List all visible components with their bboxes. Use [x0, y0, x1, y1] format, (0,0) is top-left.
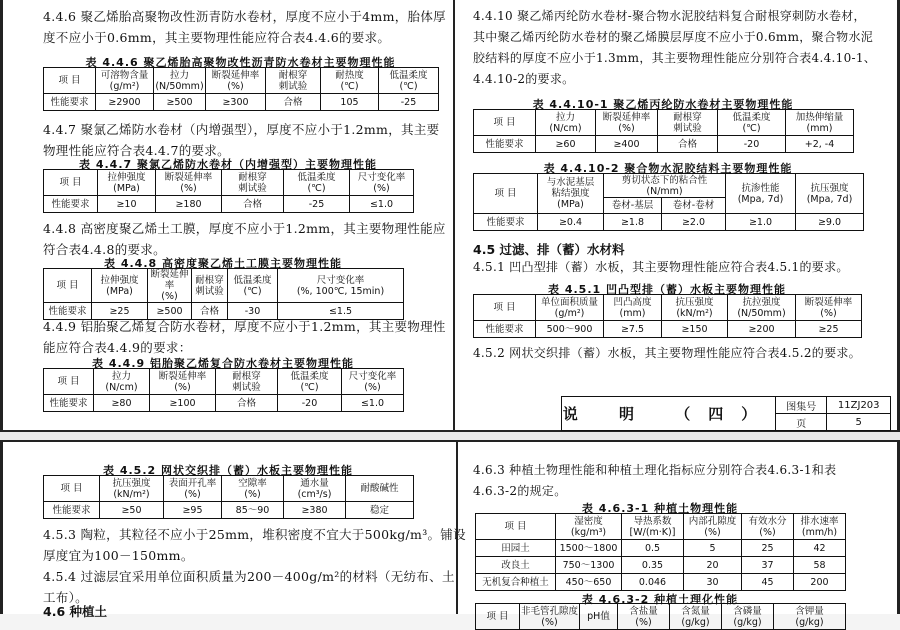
table-4-4-7-caption: 表 4.4.7 聚氯乙烯防水卷材（内增强型）主要物理性能 — [79, 158, 377, 171]
td: ≥50 — [100, 502, 164, 519]
th: 项 目 — [474, 295, 536, 321]
th: 抗压强度 (Mpa, 7d) — [796, 174, 864, 214]
atlas-number: 11ZJ203 — [827, 397, 891, 414]
th: 有效水分 (%) — [742, 514, 794, 540]
td: 性能要求 — [474, 321, 536, 338]
th: 项 目 — [44, 369, 94, 395]
para-4-5-1: 4.5.1 凹凸型排（蓄）水板，其主要物理性能应符合表4.5.1的要求。 — [473, 260, 849, 274]
th: 卷材-卷材 — [662, 198, 726, 214]
td: -30 — [228, 303, 278, 320]
th: 拉伸强度 (MPa) — [92, 269, 148, 303]
td: ≥1.8 — [604, 214, 662, 231]
th: 湿密度 (kg/m³) — [556, 514, 622, 540]
td: 稳定 — [346, 502, 414, 519]
td: ≥500 — [148, 303, 192, 320]
td: 田园土 — [476, 540, 556, 557]
column-divider — [453, 0, 455, 430]
section-4-6: 4.6 种植土 — [43, 604, 107, 619]
th: 加热伸缩量 (mm) — [786, 110, 854, 136]
td: 20 — [684, 557, 742, 574]
th: 项 目 — [44, 68, 96, 94]
table-4-6-3-1 — [475, 513, 846, 591]
para-4-4-8: 4.4.8 高密度聚乙烯土工膜，厚度不应小于1.2mm，其主要物理性能应 符合表4.4.8的要求。 — [43, 221, 446, 257]
td: +2, -4 — [786, 136, 854, 153]
td: ≤1.0 — [342, 395, 404, 412]
table-row — [476, 574, 846, 591]
para-4-6-3: 4.6.3 种植土物理性能和种植土理化指标应分别符合表4.6.3-1和表 4.6.3-2的规定。 — [473, 463, 837, 498]
table-4-4-9-caption: 表 4.4.9 铝胎聚乙烯复合防水卷材主要物理性能 — [92, 357, 354, 370]
td: ≤1.0 — [350, 196, 414, 213]
td: 性能要求 — [44, 303, 92, 320]
table-row — [476, 557, 846, 574]
th: 抗压强度 (kN/m²) — [662, 295, 728, 321]
th: 导热系数 [W/(m·K)] — [622, 514, 684, 540]
th: 尺寸变化率 (%, 100℃, 15min) — [278, 269, 404, 303]
table-4-5-2 — [43, 475, 414, 519]
td: 500～900 — [536, 321, 604, 338]
th: 非毛管孔隙度 (%) — [521, 605, 579, 628]
table-4-4-10-1 — [473, 109, 854, 153]
td: 85～90 — [222, 502, 284, 519]
page-label: 页 — [775, 414, 827, 431]
td: ≥400 — [596, 136, 658, 153]
th: 耐根穿 刺试验 — [266, 68, 321, 94]
td: ≥9.0 — [796, 214, 864, 231]
td: ≥150 — [662, 321, 728, 338]
para-4-5-3: 4.5.3 陶粒，其粒径不应小于25mm，堆积密度不宜大于500kg/m³。铺设 厚度宜为100－150mm。 — [43, 527, 466, 563]
td: 合格 — [216, 395, 278, 412]
th: 抗压强度 (kN/m²) — [100, 476, 164, 502]
th: 耐根穿 刺试验 — [658, 110, 718, 136]
th: 耐根穿 刺试验 — [216, 369, 278, 395]
th: 低温柔度 (℃) — [228, 269, 278, 303]
td: ≥100 — [150, 395, 216, 412]
th: 卷材-基层 — [604, 198, 662, 214]
th: 单位面积质量 (g/m²) — [536, 295, 604, 321]
table-4-6-3-2-caption: 表 4.6.3-2 种植土理化性能 — [581, 593, 739, 606]
table-4-4-9 — [43, 368, 404, 412]
td: 0.35 — [622, 557, 684, 574]
th: 项 目 — [474, 110, 536, 136]
th: 项 目 — [476, 514, 556, 540]
td: 合格 — [192, 303, 228, 320]
td: 200 — [794, 574, 846, 591]
td: ≥380 — [284, 502, 346, 519]
bottom-page — [0, 440, 900, 628]
td: ≥25 — [92, 303, 148, 320]
th: pH值 — [580, 604, 618, 630]
title-block — [561, 396, 891, 431]
td: ≥2.0 — [662, 214, 726, 231]
td: ≥200 — [728, 321, 796, 338]
th: 断裂延伸率 (%) — [796, 295, 862, 321]
td: 0.046 — [622, 574, 684, 591]
th: 排水速率 (mm/h) — [794, 514, 846, 540]
page-gap — [0, 432, 900, 440]
th: 空隙率 (%) — [222, 476, 284, 502]
page-number: 5 — [827, 414, 891, 431]
atlas-label: 图集号 — [775, 397, 827, 414]
table-4-4-8 — [43, 268, 404, 320]
th: 含钾量 (g/kg) — [774, 604, 846, 630]
th: 通水量 (cm³/s) — [284, 476, 346, 502]
table-4-4-10-2 — [473, 173, 864, 231]
td: -25 — [379, 94, 439, 111]
th: 项 目 — [44, 476, 100, 502]
td: ≥1.0 — [726, 214, 796, 231]
td: 45 — [742, 574, 794, 591]
section-4-5: 4.5 过滤、排（蓄）水材料 — [473, 242, 625, 257]
th: 拉力 (N/50mm) — [155, 69, 204, 92]
th: 低温柔度 (℃) — [379, 68, 439, 94]
td: 0.5 — [622, 540, 684, 557]
td: ≥95 — [164, 502, 222, 519]
td: ≤1.5 — [278, 303, 404, 320]
td: ≥0.4 — [538, 214, 604, 231]
th: 断裂延伸率 (%) — [150, 369, 216, 395]
th: 项 目 — [44, 269, 92, 303]
para-4-4-7: 4.4.7 聚氯乙烯防水卷材（内增强型），厚度不应小于1.2mm，其主要 物理性能应符合表4.4.7的要求。 — [43, 122, 440, 158]
td: -25 — [284, 196, 350, 213]
td: ≥500 — [154, 94, 206, 111]
td: ≥80 — [94, 395, 150, 412]
td: 1500～1800 — [556, 540, 622, 557]
td: 750～1300 — [556, 557, 622, 574]
para-4-5-4: 4.5.4 过滤层宜采用单位面积质量为200－400g/m²的材料（无纺布、土 工布）。 — [43, 569, 455, 605]
td: 450～650 — [556, 574, 622, 591]
td: 性能要求 — [474, 136, 536, 153]
td: ≥300 — [206, 94, 266, 111]
table-4-6-3-2 — [475, 603, 846, 630]
th: 含磷量 (g/kg) — [722, 604, 774, 630]
table-row — [476, 540, 846, 557]
td: 105 — [321, 94, 379, 111]
th: 与水泥基层 粘结强度 (MPa) — [538, 174, 604, 214]
th: 尺寸变化率 (%) — [342, 369, 404, 395]
td: 合格 — [222, 196, 284, 213]
th: 断裂延伸率 (%) — [206, 68, 266, 94]
th: 拉力 (N/cm) — [536, 110, 596, 136]
td: 30 — [684, 574, 742, 591]
th: 含盐量 (%) — [618, 604, 670, 630]
td: 性能要求 — [44, 395, 94, 412]
td: 25 — [742, 540, 794, 557]
td: 合格 — [658, 136, 718, 153]
th: 尺寸变化率 (%) — [350, 170, 414, 196]
td: ≥25 — [796, 321, 862, 338]
td: -20 — [278, 395, 342, 412]
th: 可溶物含量 (g/m²) — [96, 68, 154, 94]
para-4-4-9: 4.4.9 铝胎聚乙烯复合防水卷材，厚度不应小于1.2mm，其主要物理性 能应符合表4.4.9的要求： — [43, 319, 446, 355]
th: 内部孔隙度 (%) — [684, 514, 742, 540]
td: ≥2900 — [96, 94, 154, 111]
th: 凹凸高度 (mm) — [604, 295, 662, 321]
td: 合格 — [266, 94, 321, 111]
th: 项 目 — [474, 174, 538, 214]
table-4-4-6 — [43, 67, 439, 111]
table-4-6-3-1-caption: 表 4.6.3-1 种植土物理性能 — [581, 502, 739, 515]
th: 剪切状态下的粘合性 (N/mm) — [604, 174, 726, 198]
td: ≥180 — [156, 196, 222, 213]
th: 断裂延伸率 (%) — [596, 110, 658, 136]
td: 42 — [794, 540, 846, 557]
td: ≥10 — [98, 196, 156, 213]
table-4-4-10-1-caption: 表 4.4.10-1 聚乙烯丙纶防水卷材主要物理性能 — [532, 98, 794, 111]
th: 耐热度 (℃) — [321, 68, 379, 94]
table-4-5-1 — [473, 294, 862, 338]
table-4-4-7 — [43, 169, 414, 213]
td: 性能要求 — [44, 196, 98, 213]
th: 拉伸强度 (MPa) — [98, 170, 156, 196]
th: 断裂延伸率 (%) — [148, 269, 192, 303]
td: 性能要求 — [44, 94, 96, 111]
td: 性能要求 — [474, 214, 538, 231]
th: 抗拉强度 (N/50mm) — [728, 295, 796, 321]
para-4-4-10: 4.4.10 聚乙烯丙纶防水卷材-聚合物水泥胶结料复合耐根穿刺防水卷材， 其中聚乙烯丙纶防水卷材的聚乙烯膜层厚度不应小于0.6mm，聚合物水泥 胶结料的厚度不应小于1.3mm，其主要物理性能应分别符合表4.4.10-1、 4.4.10-2的要求。 — [473, 9, 877, 86]
td: 58 — [794, 557, 846, 574]
th: 耐酸碱性 — [346, 476, 414, 502]
table-4-5-2-caption: 表 4.5.2 网状交织排（蓄）水板主要物理性能 — [103, 464, 353, 477]
td: -20 — [718, 136, 786, 153]
th: 耐根穿 刺试验 — [192, 269, 228, 303]
td: 性能要求 — [44, 502, 100, 519]
table-4-5-1-caption: 表 4.5.1 凹凸型排（蓄）水板主要物理性能 — [548, 283, 786, 296]
drawing-title: 说 明 （四） — [562, 397, 776, 431]
th: 断裂延伸率 (%) — [156, 170, 222, 196]
td: 无机复合种植土 — [476, 574, 556, 591]
th: 含氮量 (g/kg) — [670, 604, 722, 630]
th: 表面开孔率 (%) — [164, 476, 222, 502]
th: 项 目 — [476, 604, 520, 630]
th: 低温柔度 (℃) — [278, 369, 342, 395]
para-4-4-6: 4.4.6 聚乙烯胎高聚物改性沥青防水卷材，厚度不应小于4mm，胎体厚 度不应小于0.6mm，其主要物理性能应符合表4.4.6的要求。 — [43, 9, 446, 45]
td: ≥7.5 — [604, 321, 662, 338]
td: 5 — [684, 540, 742, 557]
table-4-4-6-caption: 表 4.4.6 聚乙烯胎高聚物改性沥青防水卷材主要物理性能 — [85, 56, 396, 69]
th: 拉力 (N/cm) — [94, 369, 150, 395]
th: 低温柔度 (℃) — [284, 170, 350, 196]
th: 耐根穿 刺试验 — [222, 170, 284, 196]
table-4-4-8-caption: 表 4.4.8 高密度聚乙烯土工膜主要物理性能 — [104, 257, 342, 270]
td: ≥60 — [536, 136, 596, 153]
th: 低温柔度 (℃) — [718, 110, 786, 136]
table-4-4-10-2-caption: 表 4.4.10-2 聚合物水泥胶结料主要物理性能 — [543, 162, 793, 175]
th: 抗渗性能 (Mpa, 7d) — [726, 174, 796, 214]
td: 改良土 — [476, 557, 556, 574]
para-4-5-2: 4.5.2 网状交织排（蓄）水板，其主要物理性能应符合表4.5.2的要求。 — [473, 346, 861, 360]
td: 37 — [742, 557, 794, 574]
th: 项 目 — [44, 170, 98, 196]
